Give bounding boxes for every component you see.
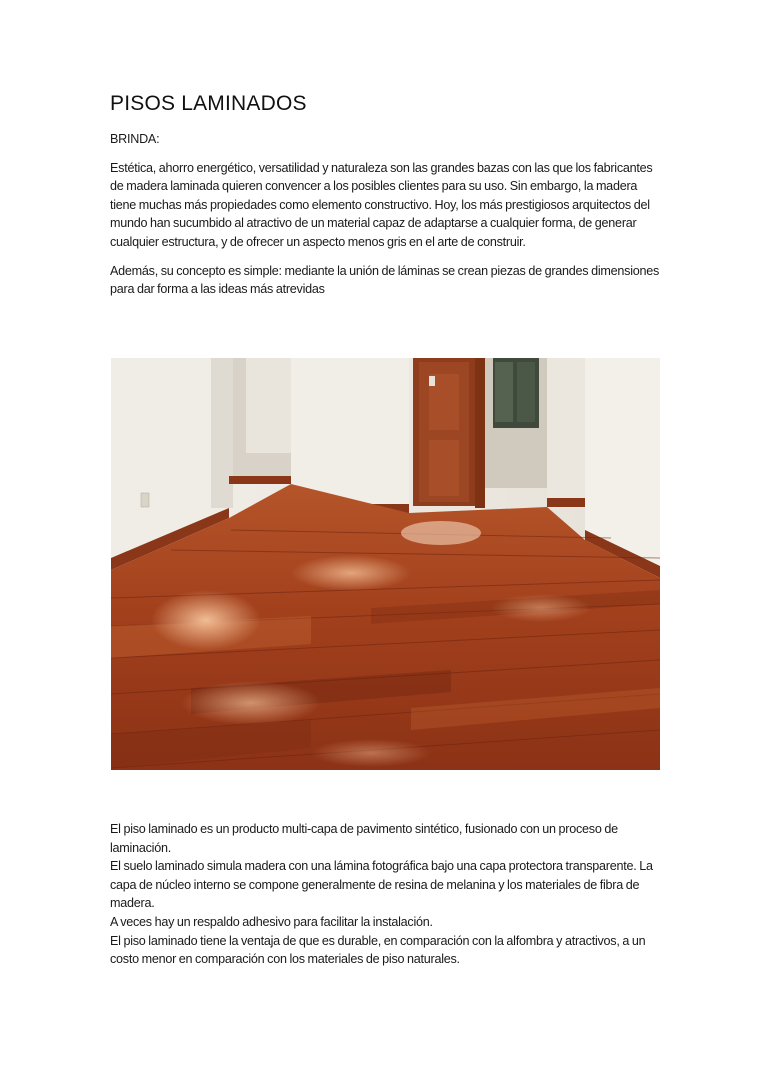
description-line-4: El piso laminado tiene la ventaja de que es durable, en comparación con la alfombra y atractivos, a un costo menor en comparación con los materiales de piso naturales.: [110, 933, 646, 967]
paragraph-concept: Además, su concepto es simple: mediante la unión de láminas se crean piezas de grandes dimensiones para dar forma a las ideas más atrevidas: [110, 263, 660, 297]
laminate-floor-photo: [111, 358, 660, 770]
paragraph-benefits: Estética, ahorro energético, versatilidad y naturaleza son las grandes bazas con las que los fabricantes de madera laminada quieren convencer a los posibles clientes para su uso. Sin embargo, la madera tiene muchas más propiedades como elemento constructivo. Hoy, los más prestigiosos arquitectos del mundo han sucumbido al atractivo de un material capaz de adaptarse a cualquier forma, de generar cualquier estructura, y de ofrecer un aspecto menos gris en el arte de construir.: [110, 160, 653, 249]
page-title: PISOS LAMINADOS: [110, 92, 307, 115]
description-line-1: El piso laminado es un producto multi-capa de pavimento sintético, fusionado con un proceso de laminación.: [110, 822, 618, 855]
document-body: [110, 92, 660, 309]
intro-label: BRINDA:: [110, 132, 160, 146]
description-line-3: A veces hay un respaldo adhesivo para facilitar la instalación.: [110, 914, 433, 929]
laminate-description: [110, 820, 665, 969]
description-line-2: El suelo laminado simula madera con una lámina fotográfica bajo una capa protectora transparente. La capa de núcleo interno se compone generalmente de resina de melanina y los materiales de fibra de madera.: [110, 859, 653, 911]
